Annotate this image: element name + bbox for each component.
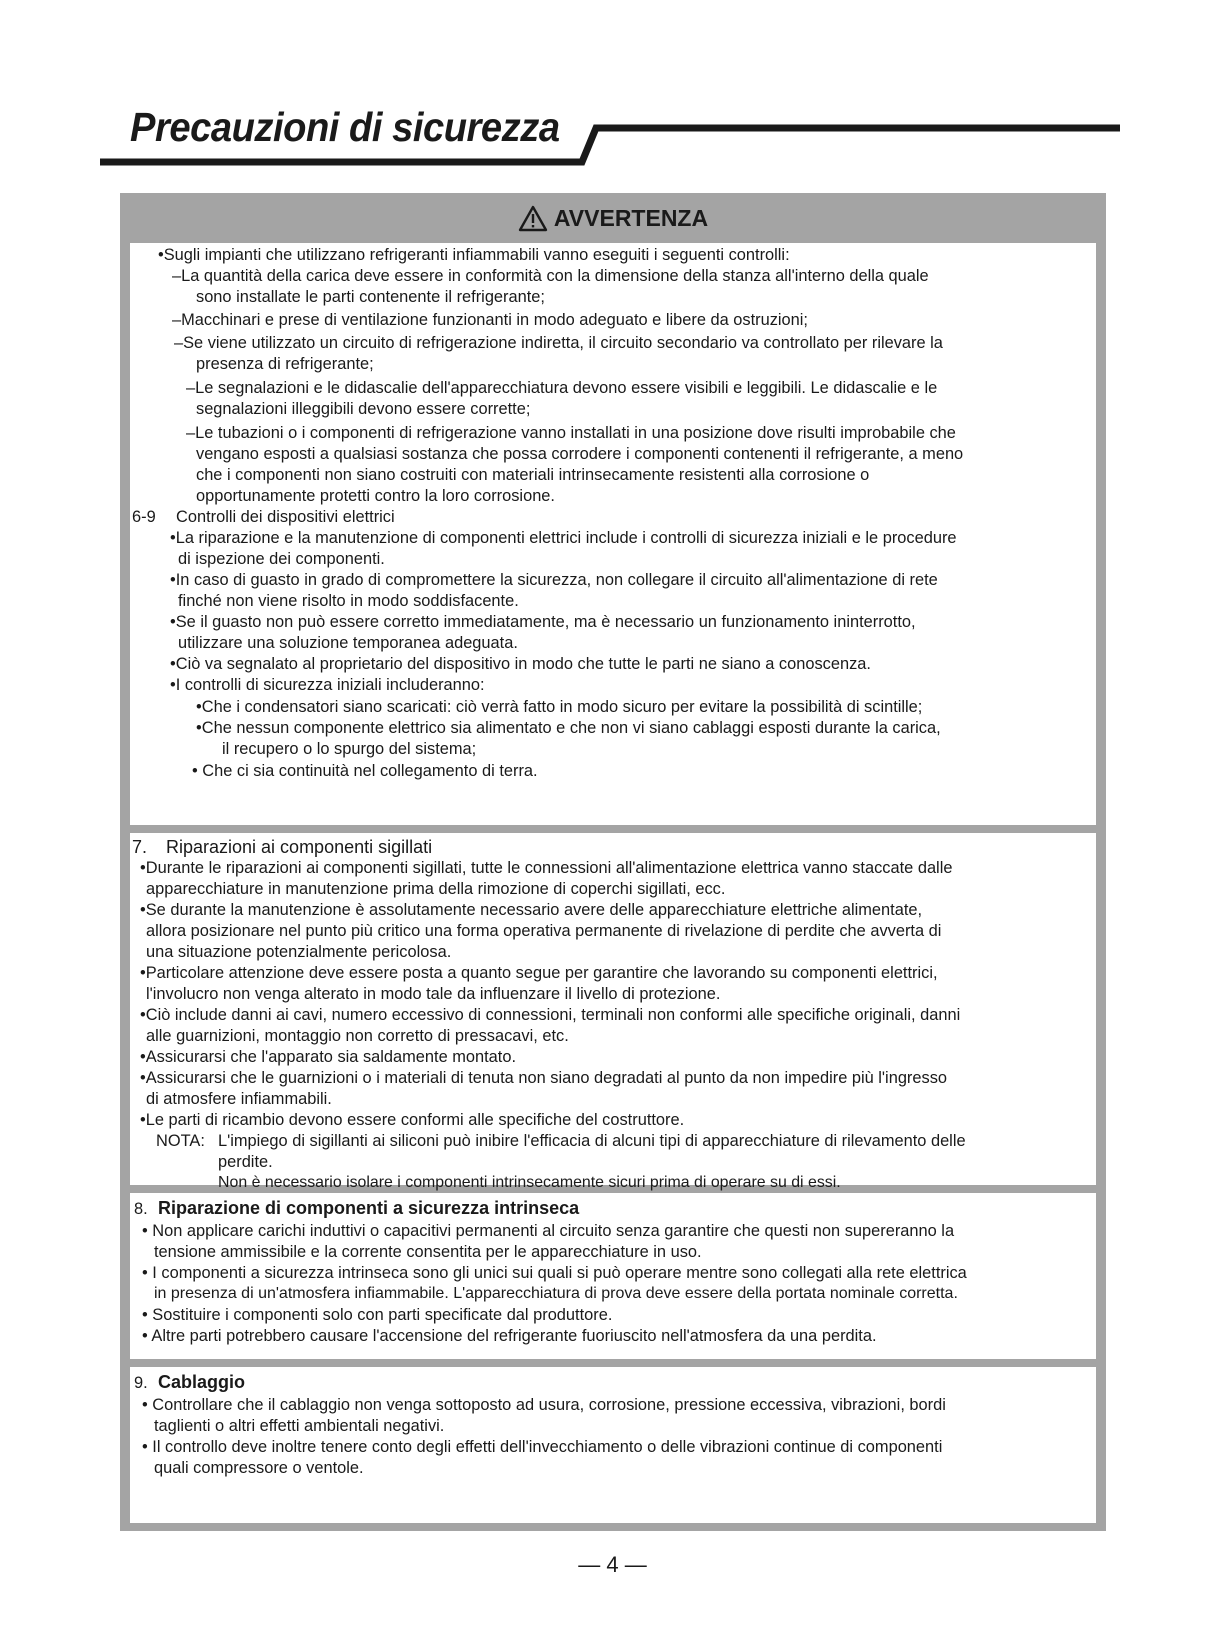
list-item: •Ciò va segnalato al proprietario del dispositivo in modo che tutte le parti ne siano a conoscenza. — [170, 655, 871, 673]
check-line: vengano esposti a qualsiasi sostanza che possa corrodere i componenti contenenti il refrigerante, a meno — [196, 445, 964, 463]
warning-header — [120, 193, 1106, 243]
section-8-panel — [130, 1193, 1096, 1359]
sub-item: •Che nessun componente elettrico sia alimentato e che non vi siano cablaggi esposti durante la carica, — [196, 719, 941, 737]
section-7-number: 7. — [132, 837, 148, 857]
list-item: • Altre parti potrebbero causare l'accensione del refrigerante fuoriuscito nell'atmosfera da una perdita. — [142, 1327, 877, 1345]
list-item: alle guarnizioni, montaggio non corretto di pressacavi, etc. — [146, 1027, 569, 1045]
nota-line: perdite. — [218, 1153, 273, 1171]
section-9-number: 9. — [134, 1374, 148, 1392]
check-line: segnalazioni illeggibili devono essere corrette; — [196, 400, 531, 418]
check-line: sono installate le parti contenente il refrigerante; — [196, 288, 545, 306]
check-line: –La quantità della carica deve essere in conformità con la dimensione della stanza all'interno della quale — [172, 267, 929, 285]
section-6-9-title: Controlli dei dispositivi elettrici — [176, 508, 395, 526]
list-item: apparecchiature in manutenzione prima della rimozione di coperchi sigillati, ecc. — [146, 880, 726, 898]
list-item: •Durante le riparazioni ai componenti sigillati, tutte le connessioni all'alimentazione elettrica vanno staccate dalle — [140, 859, 953, 877]
list-item: • Sostituire i componenti solo con parti specificate dal produttore. — [142, 1306, 613, 1324]
warning-triangle-icon — [518, 205, 548, 232]
list-item: •Assicurarsi che l'apparato sia saldamente montato. — [140, 1048, 517, 1066]
check-line: presenza di refrigerante; — [196, 355, 374, 373]
list-item: • I componenti a sicurezza intrinseca sono gli unici sui quali si può operare mentre sono collegati alla rete elettrica — [142, 1264, 967, 1282]
page-number: — 4 — — [578, 1552, 647, 1577]
check-line: –Macchinari e prese di ventilazione funzionanti in modo adeguato e libere da ostruzioni; — [172, 311, 808, 329]
list-item: •In caso di guasto in grado di compromettere la sicurezza, non collegare il circuito all'alimentazione di rete — [170, 571, 938, 589]
list-item: •Particolare attenzione deve essere posta a quanto segue per garantire che lavorando su componenti elettrici, — [140, 964, 938, 982]
list-item: di atmosfere infiammabili. — [146, 1090, 332, 1108]
list-item: quali compressore o ventole. — [154, 1459, 364, 1477]
list-item: utilizzare una soluzione temporanea adeguata. — [178, 634, 518, 652]
list-item: •La riparazione e la manutenzione di componenti elettrici include i controlli di sicurezza iniziali e le procedure — [170, 529, 957, 547]
section-7-title: Riparazioni ai componenti sigillati — [166, 837, 433, 857]
list-item: •Se il guasto non può essere corretto immediatamente, ma è necessario un funzionamento ininterrotto, — [170, 613, 916, 631]
warning-frame — [120, 193, 1106, 1531]
nota-line: L'impiego di sigillanti ai siliconi può inibire l'efficacia di alcuni tipi di apparecchiature di rilevamento delle — [218, 1132, 966, 1150]
list-item: • Non applicare carichi induttivi o capacitivi permanenti al circuito senza garantire che questi non supereranno la — [142, 1222, 955, 1240]
nota-line: Non è necessario isolare i componenti intrinsecamente sicuri prima di operare su di essi. — [218, 1174, 841, 1191]
list-item: •Ciò include danni ai cavi, numero eccessivo di connessioni, terminali non conformi alle specifiche originali, danni — [140, 1006, 961, 1024]
check-line: –Le tubazioni o i componenti di refrigerazione vanno installati in una posizione dove risulti improbabile che — [186, 424, 956, 442]
section-9-panel — [130, 1367, 1096, 1523]
list-item: allora posizionare nel punto più critico una forma operativa permanente di rivelazione di perdite che avverta di — [146, 922, 942, 940]
list-item: di ispezione dei componenti. — [178, 550, 385, 568]
title-underline — [0, 0, 1225, 180]
list-item: una situazione potenzialmente pericolosa. — [146, 943, 452, 961]
section-6-panel — [130, 243, 1096, 825]
list-item: •I controlli di sicurezza iniziali includeranno: — [170, 676, 485, 694]
page-number-value: 4 — [606, 1552, 619, 1577]
section-7-panel — [130, 833, 1096, 1191]
list-item: finché non viene risolto in modo soddisfacente. — [178, 592, 519, 610]
check-line: –Se viene utilizzato un circuito di refrigerazione indiretta, il circuito secondario va controllato per rilevare la — [174, 334, 943, 352]
section-8-title: Riparazione di componenti a sicurezza intrinseca — [158, 1198, 580, 1218]
sub-item: •Che i condensatori siano scaricati: ciò verrà fatto in modo sicuro per evitare la possibilità di scintille; — [196, 698, 923, 716]
sub-item: il recupero o lo spurgo del sistema; — [222, 740, 477, 758]
list-item: • Il controllo deve inoltre tenere conto degli effetti dell'invecchiamento o delle vibrazioni continue di componenti — [142, 1438, 943, 1456]
list-item: •Se durante la manutenzione è assolutamente necessario avere delle apparecchiature elettriche alimentate, — [140, 901, 923, 919]
warning-label: AVVERTENZA — [553, 204, 709, 231]
list-item: l'involucro non venga alterato in modo tale da influenzare il livello di protezione. — [146, 985, 721, 1003]
check-line: –Le segnalazioni e le didascalie dell'apparecchiatura devono essere visibili e leggibili. Le didascalie e le — [186, 379, 938, 397]
section-6-intro: •Sugli impianti che utilizzano refrigeranti infiammabili vanno eseguiti i seguenti controlli: — [158, 246, 790, 264]
list-item: •Le parti di ricambio devono essere conformi alle specifiche del costruttore. — [140, 1111, 685, 1129]
list-item: tensione ammissibile e la corrente consentita per le apparecchiature in uso. — [154, 1243, 702, 1261]
section-9-title: Cablaggio — [158, 1372, 246, 1392]
list-item: • Controllare che il cablaggio non venga sottoposto ad usura, corrosione, pressione eccessiva, vibrazioni, bordi — [142, 1396, 946, 1414]
section-6-9-number: 6-9 — [132, 508, 156, 526]
list-item: •Assicurarsi che le guarnizioni o i materiali di tenuta non siano degradati al punto da non impedire più l'ingresso — [140, 1069, 948, 1087]
check-line: che i componenti non siano costruiti con materiali intrinsecamente resistenti alla corrosione o — [196, 466, 870, 484]
page-title: Precauzioni di sicurezza — [130, 104, 560, 150]
nota-label: NOTA: — [156, 1132, 205, 1150]
list-item: taglienti o altri effetti ambientali negativi. — [154, 1417, 445, 1435]
sub-item: • Che ci sia continuità nel collegamento di terra. — [192, 762, 538, 780]
section-8-number: 8. — [134, 1200, 148, 1218]
list-item: in presenza di un'atmosfera infiammabile. L'apparecchiatura di prova deve essere della portata nominale corretta. — [154, 1285, 958, 1302]
check-line: opportunamente protetti contro la loro corrosione. — [196, 487, 555, 505]
